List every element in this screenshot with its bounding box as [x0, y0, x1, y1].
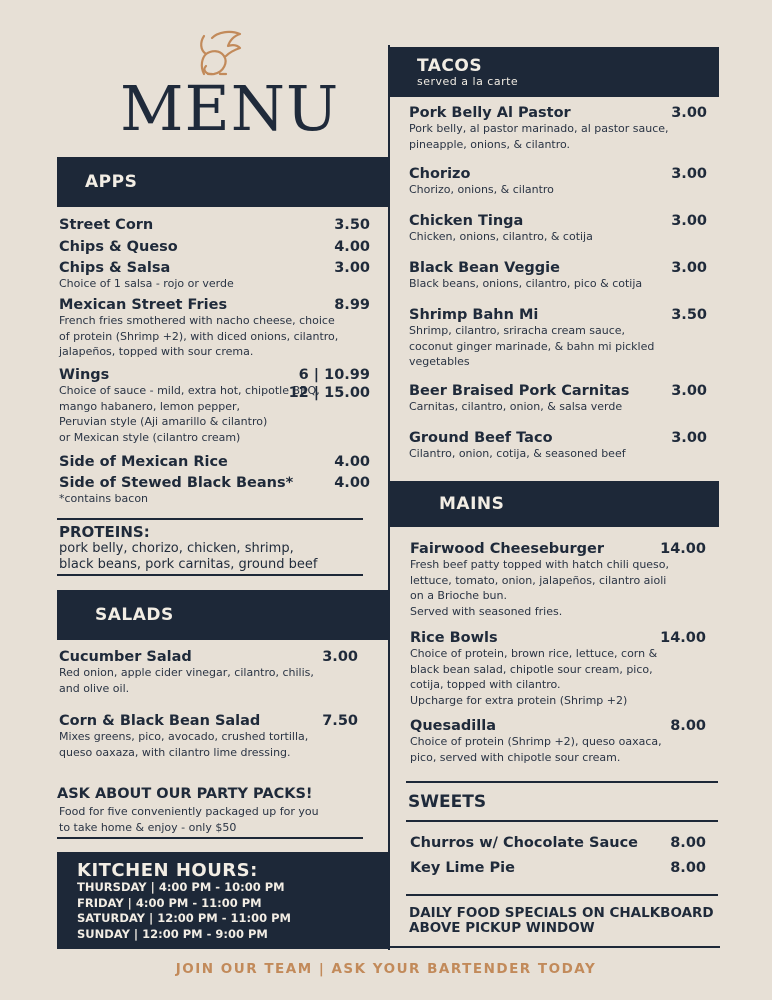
item-description: cotija, topped with cilantro. — [410, 678, 561, 691]
salads-header — [57, 590, 388, 640]
menu-item — [410, 835, 706, 851]
menu-item — [409, 166, 707, 198]
item-name: Mexican Street Fries — [59, 297, 228, 313]
tacos-subheading: served a la carte — [417, 75, 519, 88]
specials-line: DAILY FOOD SPECIALS ON CHALKBOARD — [409, 905, 714, 921]
item-name: Key Lime Pie — [410, 860, 515, 876]
menu-item — [409, 260, 707, 292]
item-price: 3.50 — [334, 217, 370, 233]
item-description: black bean salad, chipotle sour cream, pico, — [410, 662, 653, 676]
tacos-header — [389, 47, 719, 97]
item-description: Choice of 1 salsa - rojo or verde — [59, 277, 234, 290]
menu-item — [409, 430, 707, 462]
hours-line: SUNDAY | 12:00 PM - 9:00 PM — [77, 926, 268, 941]
menu-item — [410, 718, 706, 765]
mains-header — [389, 481, 719, 527]
item-description: Red onion, apple cider vinegar, cilantro, chilis, — [59, 666, 314, 679]
item-name: Shrimp Bahn Mi — [409, 307, 539, 323]
item-description: queso oaxaza, with cilantro lime dressing. — [59, 745, 291, 759]
item-price: 7.50 — [322, 713, 358, 729]
item-description: Served with seasoned fries. — [410, 604, 563, 618]
item-description: pineapple, onions, & cilantro. — [409, 137, 571, 151]
item-description: *contains bacon — [59, 492, 149, 505]
item-price: 6 | 10.99 — [298, 367, 370, 383]
menu-item — [59, 260, 370, 292]
item-name: Street Corn — [59, 217, 154, 233]
hours-line: FRIDAY | 4:00 PM - 11:00 PM — [77, 895, 262, 910]
item-name: Corn & Black Bean Salad — [59, 713, 261, 729]
item-name: Quesadilla — [410, 718, 496, 734]
mains-heading: MAINS — [439, 494, 505, 514]
item-price: 3.50 — [671, 307, 707, 323]
item-description: or Mexican style (cilantro cream) — [59, 430, 241, 444]
divider — [57, 518, 363, 520]
item-price: 14.00 — [660, 630, 706, 646]
party-packs-text — [59, 804, 319, 835]
item-name: Chips & Queso — [59, 239, 178, 255]
hours-line: SATURDAY | 12:00 PM - 11:00 PM — [77, 911, 291, 925]
daily-specials-note — [409, 906, 714, 936]
item-description: and olive oil. — [59, 681, 130, 695]
menu-item — [409, 383, 707, 415]
item-description: of protein (Shrimp +2), with diced onions, cilantro, — [59, 329, 339, 343]
salads-heading: SALADS — [95, 605, 174, 625]
divider — [57, 837, 363, 839]
item-name: Rice Bowls — [410, 630, 498, 646]
item-description: on a Brioche bun. — [410, 589, 507, 602]
menu-item — [410, 541, 706, 619]
apps-header — [57, 157, 388, 207]
item-price: 8.00 — [670, 860, 706, 876]
item-name: Side of Mexican Rice — [59, 454, 228, 470]
item-name: Fairwood Cheeseburger — [410, 541, 605, 557]
menu-item — [409, 105, 707, 152]
item-description: Choice of sauce - mild, extra hot, chipotle BBQ, — [59, 384, 320, 397]
item-price: 4.00 — [334, 454, 370, 470]
item-price: 3.00 — [334, 260, 370, 276]
specials-line: ABOVE PICKUP WINDOW — [409, 920, 595, 936]
menu-item — [410, 860, 706, 876]
item-price: 3.00 — [322, 649, 358, 665]
item-name: Pork Belly Al Pastor — [409, 105, 571, 121]
item-price: 3.00 — [671, 105, 707, 121]
item-description: Pork belly, al pastor marinado, al pastor sauce, — [409, 122, 669, 135]
item-price: 3.00 — [671, 260, 707, 276]
party-line: Food for five conveniently packaged up for you — [59, 805, 319, 818]
party-line: to take home & enjoy - only $50 — [59, 820, 237, 834]
menu-item — [59, 649, 358, 696]
item-description: vegetables — [409, 355, 470, 368]
menu-item — [410, 630, 706, 708]
item-price: 3.00 — [671, 430, 707, 446]
proteins-line: black beans, pork carnitas, ground beef — [59, 557, 318, 572]
item-price-secondary: 12 | 15.00 — [288, 385, 370, 401]
tacos-heading: TACOS — [417, 56, 483, 76]
item-description: Cilantro, onion, cotija, & seasoned beef — [409, 447, 626, 460]
footer-join-our-team: JOIN OUR TEAM | ASK YOUR BARTENDER TODAY — [175, 961, 597, 977]
menu-item — [409, 213, 707, 245]
item-price: 3.00 — [671, 166, 707, 182]
item-description: mango habanero, lemon pepper, — [59, 399, 241, 413]
item-description: Choice of protein (Shrimp +2), queso oaxaca, — [410, 735, 662, 748]
item-description: Choice of protein, brown rice, lettuce, corn & — [410, 647, 658, 660]
item-description: lettuce, tomato, onion, jalapeños, cilantro aioli — [410, 573, 667, 587]
divider — [406, 894, 718, 896]
item-price: 3.00 — [671, 213, 707, 229]
item-name: Black Bean Veggie — [409, 260, 560, 276]
proteins-line: pork belly, chorizo, chicken, shrimp, — [59, 541, 294, 556]
item-description: Chorizo, onions, & cilantro — [409, 183, 554, 196]
kitchen-hours-heading: KITCHEN HOURS: — [77, 860, 258, 881]
kitchen-hours-box — [57, 852, 388, 949]
item-price: 14.00 — [660, 541, 706, 557]
item-name: Cucumber Salad — [59, 649, 192, 665]
menu-item — [59, 217, 370, 233]
item-description: French fries smothered with nacho cheese, choice — [59, 314, 335, 327]
item-price: 8.00 — [670, 718, 706, 734]
item-name: Chorizo — [409, 166, 471, 182]
item-description: Upcharge for extra protein (Shrimp +2) — [410, 693, 628, 707]
menu-item — [59, 454, 370, 470]
item-name: Churros w/ Chocolate Sauce — [410, 835, 638, 851]
item-name: Wings — [59, 367, 110, 383]
divider — [406, 820, 718, 822]
menu-item — [59, 297, 370, 360]
divider — [57, 574, 363, 576]
item-name: Ground Beef Taco — [409, 430, 553, 446]
proteins-list — [59, 541, 317, 573]
item-price: 8.00 — [670, 835, 706, 851]
sweets-heading: SWEETS — [408, 792, 487, 812]
menu-title: MENU — [120, 72, 340, 145]
party-packs-heading: ASK ABOUT OUR PARTY PACKS! — [57, 786, 313, 802]
menu-item — [59, 367, 370, 445]
menu-item — [59, 475, 370, 507]
item-name: Side of Stewed Black Beans* — [59, 475, 294, 491]
item-price: 8.99 — [334, 297, 370, 313]
item-description: Fresh beef patty topped with hatch chili queso, — [410, 558, 670, 571]
item-price: 3.00 — [671, 383, 707, 399]
item-description: Black beans, onions, cilantro, pico & cotija — [409, 277, 643, 290]
item-price: 4.00 — [334, 239, 370, 255]
item-name: Beer Braised Pork Carnitas — [409, 383, 630, 399]
item-description: jalapeños, topped with sour crema. — [59, 345, 254, 358]
item-description: Peruvian style (Aji amarillo & cilantro) — [59, 415, 268, 428]
item-price: 4.00 — [334, 475, 370, 491]
item-description: Chicken, onions, cilantro, & cotija — [409, 230, 593, 243]
item-description: Mixes greens, pico, avocado, crushed tortilla, — [59, 730, 309, 743]
menu-item — [59, 239, 370, 255]
proteins-heading: PROTEINS: — [59, 523, 150, 541]
divider — [406, 781, 718, 783]
apps-heading: APPS — [85, 172, 138, 192]
item-name: Chips & Salsa — [59, 260, 171, 276]
item-description: Shrimp, cilantro, sriracha cream sauce, — [409, 324, 626, 337]
kitchen-hours-list — [77, 880, 291, 942]
bottom-rule — [388, 946, 720, 948]
menu-item — [59, 713, 358, 760]
item-description: pico, served with chipotle sour cream. — [410, 750, 621, 764]
item-description: Carnitas, cilantro, onion, & salsa verde — [409, 400, 623, 413]
item-description: coconut ginger marinade, & bahn mi pickled — [409, 339, 655, 353]
hours-line: THURSDAY | 4:00 PM - 10:00 PM — [77, 880, 285, 894]
menu-item — [409, 307, 707, 370]
item-name: Chicken Tinga — [409, 213, 524, 229]
